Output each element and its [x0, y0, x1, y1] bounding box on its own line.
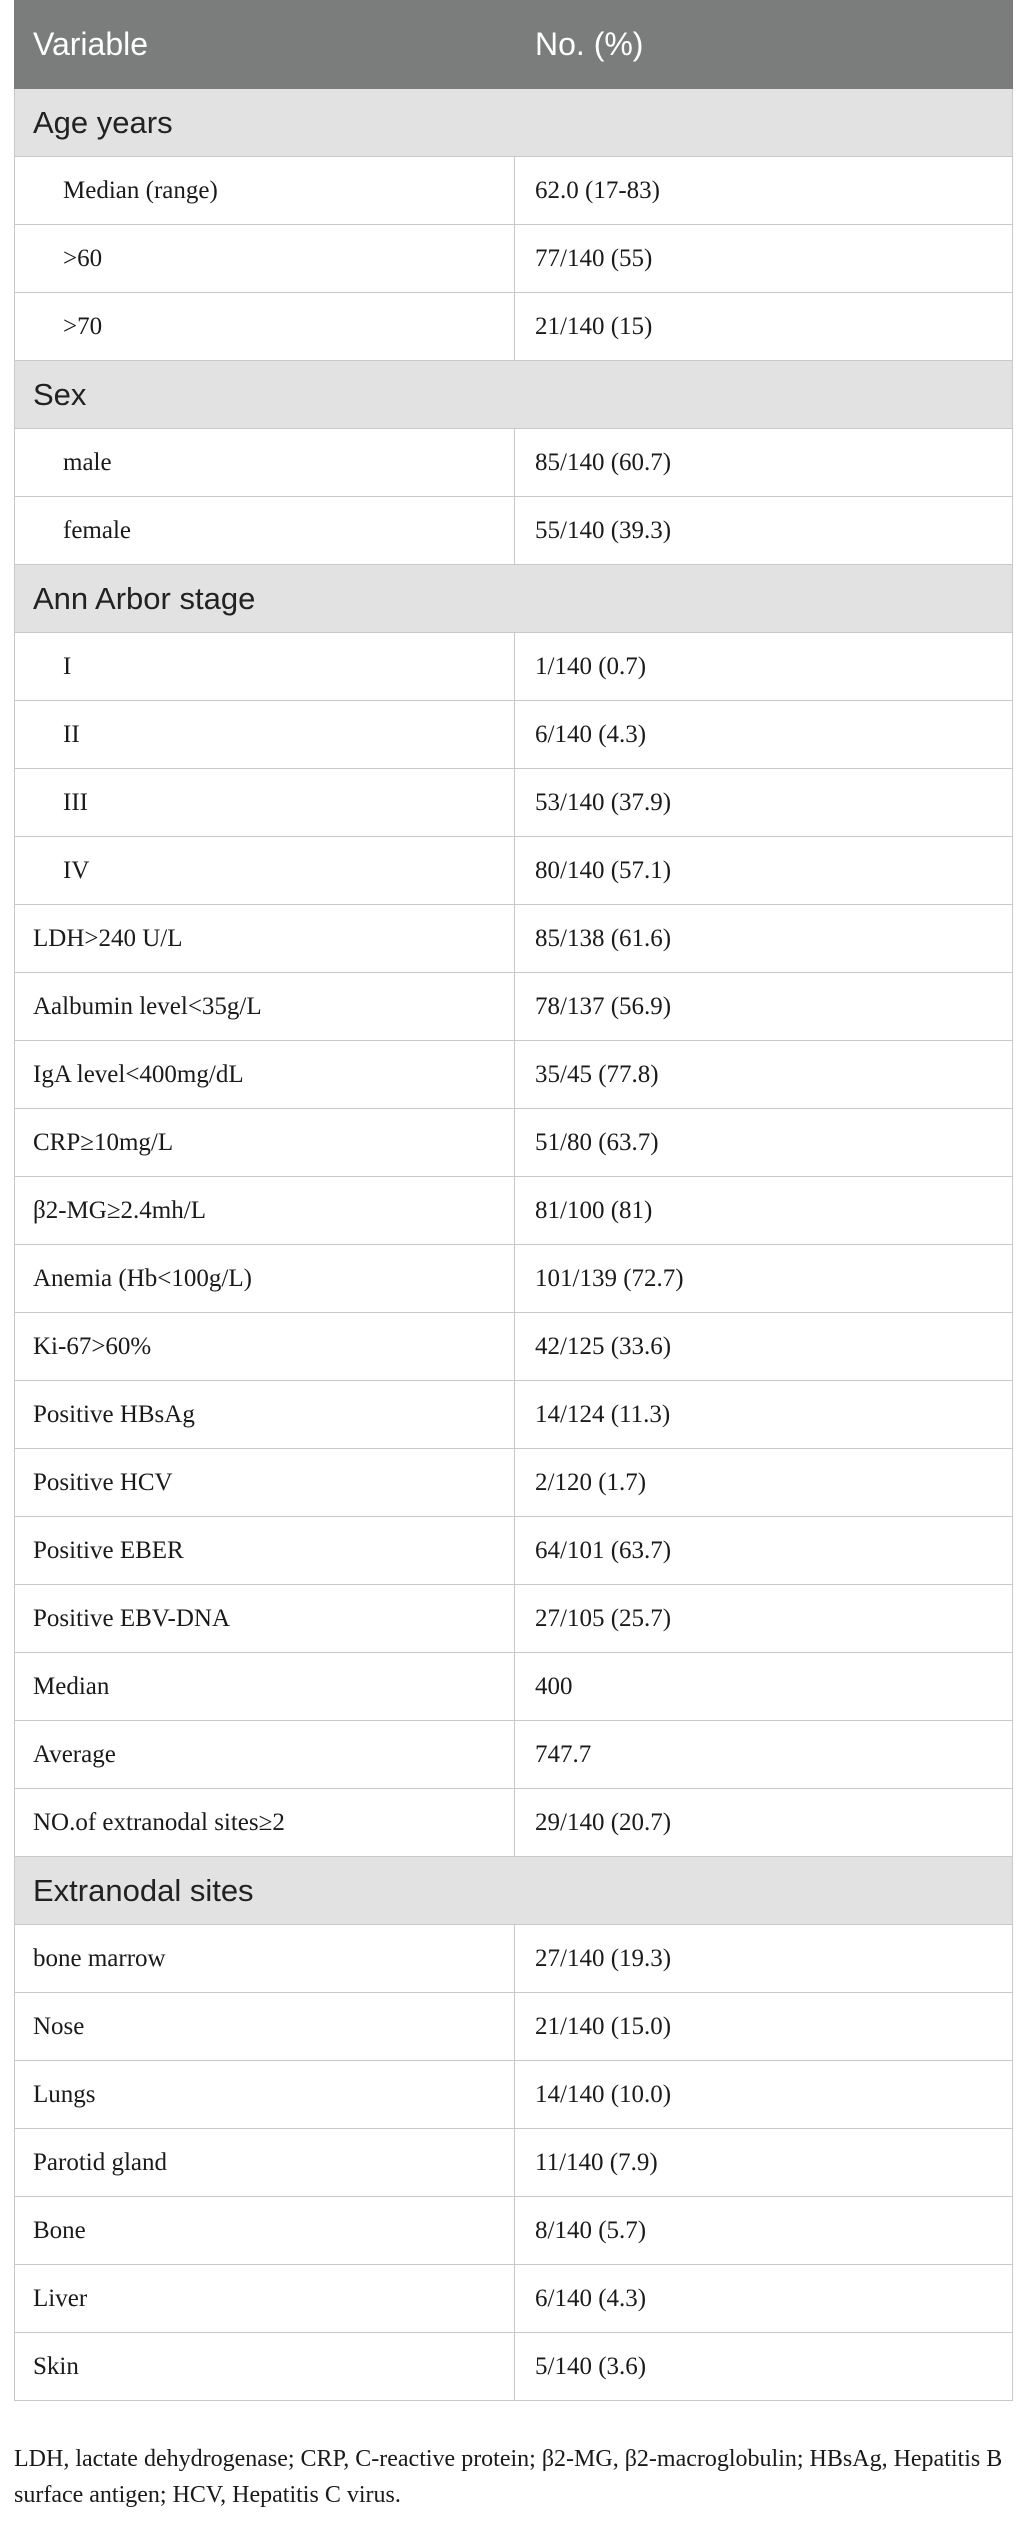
table-row: [15, 1177, 1013, 1245]
variable-cell: Aalbumin level<35g/L: [15, 973, 515, 1041]
section-label: Age years: [15, 89, 1013, 157]
table-row: [15, 429, 1013, 497]
value-cell: 78/137 (56.9): [515, 973, 1013, 1041]
table-row: [15, 1449, 1013, 1517]
variable-cell: Positive EBER: [15, 1517, 515, 1585]
table-row: [15, 837, 1013, 905]
section-label: Ann Arbor stage: [15, 565, 1013, 633]
value-cell: 400: [515, 1653, 1013, 1721]
variable-cell: Skin: [15, 2333, 515, 2401]
table-row: [15, 973, 1013, 1041]
variable-cell: female: [15, 497, 515, 565]
variable-cell: male: [15, 429, 515, 497]
value-cell: 101/139 (72.7): [515, 1245, 1013, 1313]
table-row: [15, 1925, 1013, 1993]
table-row: [15, 293, 1013, 361]
table-row: [15, 225, 1013, 293]
value-cell: 42/125 (33.6): [515, 1313, 1013, 1381]
value-cell: 2/120 (1.7): [515, 1449, 1013, 1517]
value-cell: 27/105 (25.7): [515, 1585, 1013, 1653]
table-row: [15, 905, 1013, 973]
table-row: [15, 1313, 1013, 1381]
table-row: [15, 1109, 1013, 1177]
value-cell: 53/140 (37.9): [515, 769, 1013, 837]
variable-cell: CRP≥10mg/L: [15, 1109, 515, 1177]
value-cell: 1/140 (0.7): [515, 633, 1013, 701]
variable-cell: β2-MG≥2.4mh/L: [15, 1177, 515, 1245]
header-no-percent: No. (%): [515, 1, 1013, 89]
value-cell: 77/140 (55): [515, 225, 1013, 293]
value-cell: 80/140 (57.1): [515, 837, 1013, 905]
table-row: [15, 701, 1013, 769]
variable-cell: I: [15, 633, 515, 701]
variable-cell: >60: [15, 225, 515, 293]
variable-cell: >70: [15, 293, 515, 361]
value-cell: 21/140 (15): [515, 293, 1013, 361]
table-row: [15, 1721, 1013, 1789]
characteristics-table: [14, 0, 1013, 2401]
value-cell: 14/140 (10.0): [515, 2061, 1013, 2129]
table-row: [15, 633, 1013, 701]
value-cell: 27/140 (19.3): [515, 1925, 1013, 1993]
value-cell: 21/140 (15.0): [515, 1993, 1013, 2061]
value-cell: 81/100 (81): [515, 1177, 1013, 1245]
table-row: [15, 1245, 1013, 1313]
value-cell: 5/140 (3.6): [515, 2333, 1013, 2401]
value-cell: 62.0 (17-83): [515, 157, 1013, 225]
table-row: [15, 1381, 1013, 1449]
value-cell: 6/140 (4.3): [515, 2265, 1013, 2333]
section-row: [15, 89, 1013, 157]
variable-cell: Nose: [15, 1993, 515, 2061]
variable-cell: Median (range): [15, 157, 515, 225]
variable-cell: Liver: [15, 2265, 515, 2333]
variable-cell: Positive EBV-DNA: [15, 1585, 515, 1653]
value-cell: 85/138 (61.6): [515, 905, 1013, 973]
value-cell: 11/140 (7.9): [515, 2129, 1013, 2197]
variable-cell: Anemia (Hb<100g/L): [15, 1245, 515, 1313]
header-variable: Variable: [15, 1, 515, 89]
table-row: [15, 1653, 1013, 1721]
variable-cell: Ki-67>60%: [15, 1313, 515, 1381]
table-row: [15, 1041, 1013, 1109]
value-cell: 8/140 (5.7): [515, 2197, 1013, 2265]
value-cell: 55/140 (39.3): [515, 497, 1013, 565]
table-row: [15, 2061, 1013, 2129]
variable-cell: Parotid gland: [15, 2129, 515, 2197]
variable-cell: II: [15, 701, 515, 769]
table-row: [15, 497, 1013, 565]
variable-cell: Lungs: [15, 2061, 515, 2129]
table-row: [15, 157, 1013, 225]
table-row: [15, 1585, 1013, 1653]
variable-cell: NO.of extranodal sites≥2: [15, 1789, 515, 1857]
variable-cell: III: [15, 769, 515, 837]
value-cell: 51/80 (63.7): [515, 1109, 1013, 1177]
table-row: [15, 769, 1013, 837]
value-cell: 85/140 (60.7): [515, 429, 1013, 497]
value-cell: 14/124 (11.3): [515, 1381, 1013, 1449]
value-cell: 747.7: [515, 1721, 1013, 1789]
variable-cell: IV: [15, 837, 515, 905]
variable-cell: Positive HBsAg: [15, 1381, 515, 1449]
characteristics-table-container: [14, 0, 1012, 2401]
variable-cell: bone marrow: [15, 1925, 515, 1993]
table-row: [15, 1789, 1013, 1857]
table-row: [15, 2197, 1013, 2265]
variable-cell: Median: [15, 1653, 515, 1721]
section-row: [15, 361, 1013, 429]
value-cell: 29/140 (20.7): [515, 1789, 1013, 1857]
section-label: Sex: [15, 361, 1013, 429]
value-cell: 35/45 (77.8): [515, 1041, 1013, 1109]
section-row: [15, 565, 1013, 633]
table-footnote: LDH, lactate dehydrogenase; CRP, C-reactive protein; β2-MG, β2-macroglobulin; HBsAg, Hepatitis B surface antigen; HCV, Hepatitis C virus.: [14, 2446, 1003, 2508]
variable-cell: Bone: [15, 2197, 515, 2265]
section-label: Extranodal sites: [15, 1857, 1013, 1925]
table-body: [15, 89, 1013, 2401]
table-row: [15, 1993, 1013, 2061]
variable-cell: IgA level<400mg/dL: [15, 1041, 515, 1109]
table-row: [15, 2129, 1013, 2197]
table-header-row: [15, 1, 1013, 89]
section-row: [15, 1857, 1013, 1925]
variable-cell: Average: [15, 1721, 515, 1789]
variable-cell: LDH>240 U/L: [15, 905, 515, 973]
value-cell: 64/101 (63.7): [515, 1517, 1013, 1585]
table-row: [15, 2333, 1013, 2401]
table-row: [15, 2265, 1013, 2333]
table-row: [15, 1517, 1013, 1585]
value-cell: 6/140 (4.3): [515, 701, 1013, 769]
variable-cell: Positive HCV: [15, 1449, 515, 1517]
